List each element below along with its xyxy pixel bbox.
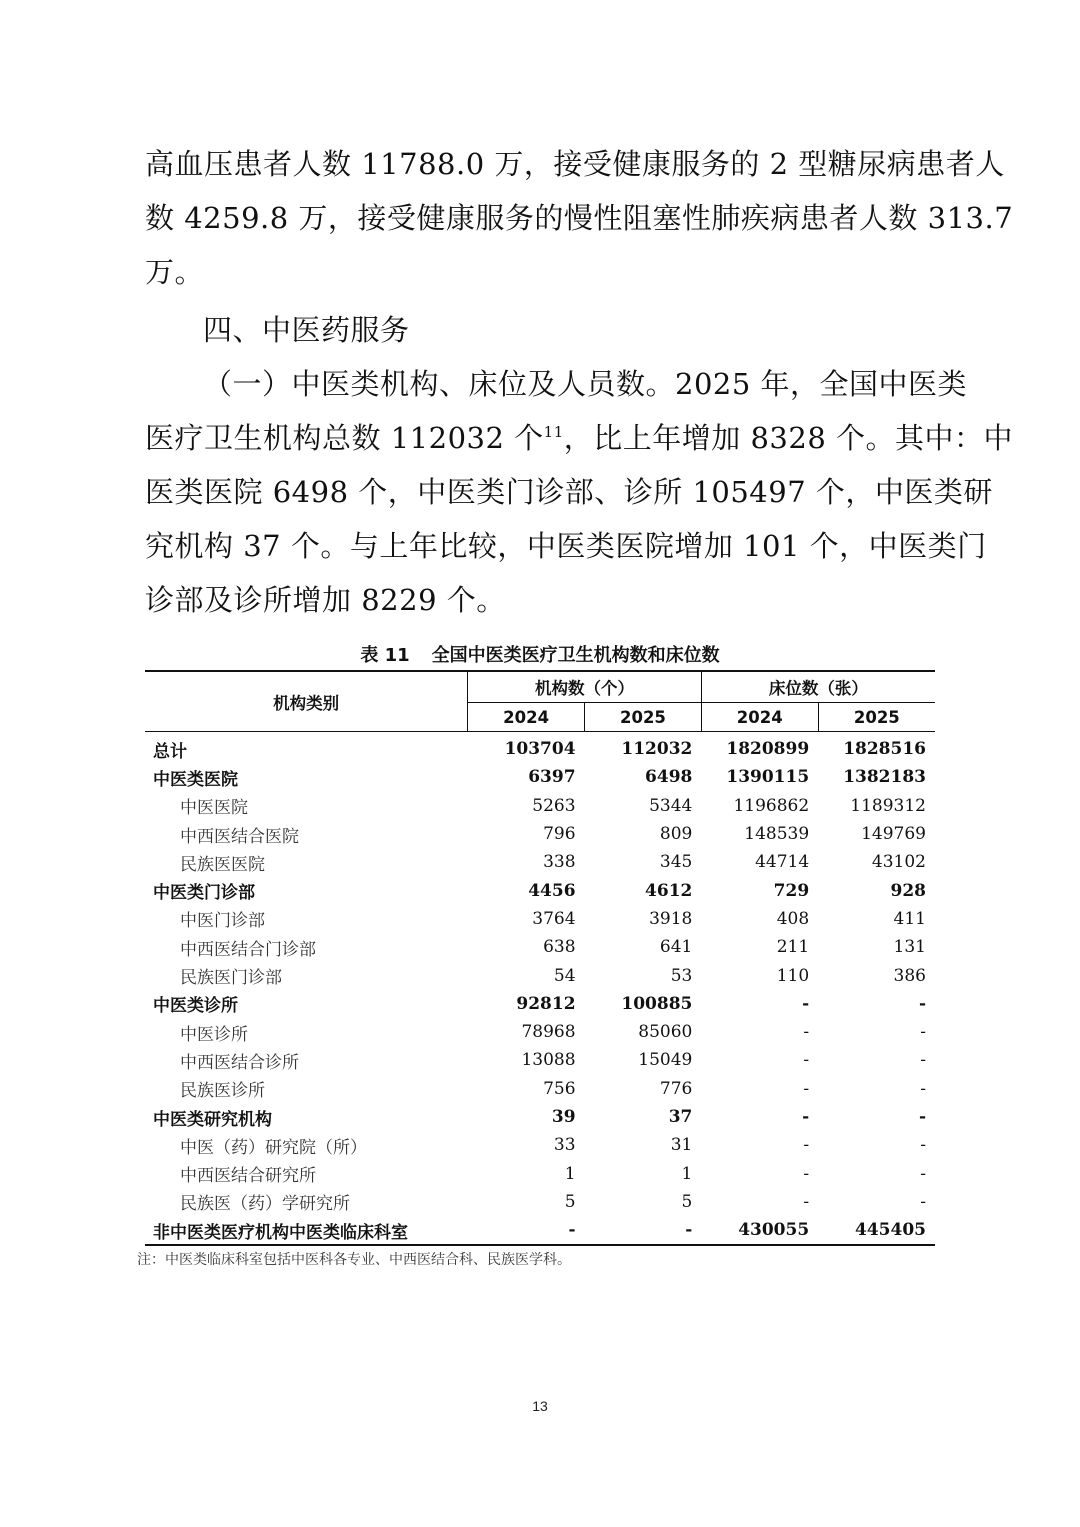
table-cell: 13088 — [521, 1050, 576, 1071]
paragraph-line: （一）中医类机构、床位及人员数。2025 年，全国中医类 — [203, 367, 968, 401]
row-label: 中医类门诊部 — [153, 883, 255, 904]
table-cell: 430055 — [701, 1216, 818, 1245]
table-cell: 1 — [564, 1163, 576, 1184]
column-header-category: 机构类别 — [145, 671, 468, 732]
table-cell: 411 — [893, 908, 926, 929]
paragraph-line — [145, 411, 1013, 465]
table-row — [145, 792, 935, 820]
paragraph-line: 万。 — [145, 255, 205, 289]
table-cell: 5 — [564, 1191, 576, 1212]
table-cell: - — [803, 1135, 810, 1156]
table-cell: 1196862 — [733, 795, 810, 816]
table-cell: - — [802, 1107, 810, 1127]
table-cell: 338 — [543, 852, 576, 873]
table-cell: 5 — [681, 1191, 693, 1212]
table-row — [145, 732, 935, 764]
row-label: 中西医结合研究所 — [180, 1166, 316, 1187]
table-row — [145, 1159, 935, 1187]
table-cell: 44714 — [755, 852, 810, 873]
table-cell: 33 — [553, 1135, 576, 1156]
table-body — [145, 732, 935, 1246]
table-row — [145, 848, 935, 876]
table-number: 表 11 — [360, 645, 410, 666]
table-row — [145, 820, 935, 848]
row-label: 中医诊所 — [180, 1024, 248, 1045]
table-cell: 39 — [551, 1107, 576, 1127]
table-cell: 15049 — [638, 1050, 693, 1071]
row-label: 中医医院 — [180, 798, 248, 819]
row-label: 非中医类医疗机构中医类临床科室 — [145, 1216, 468, 1245]
row-label: 民族医医院 — [180, 854, 265, 875]
column-header-year: 2024 — [468, 703, 585, 732]
row-label: 民族医门诊部 — [180, 968, 282, 989]
table-cell: 756 — [543, 1078, 576, 1099]
line-text: 医疗卫生机构总数 112032 个 — [145, 421, 544, 455]
table-cell: - — [918, 1107, 926, 1127]
table-cell: - — [920, 1022, 926, 1043]
table-cell: 641 — [659, 937, 693, 958]
row-label: 中西医结合门诊部 — [180, 939, 316, 960]
table-cell: 5263 — [532, 795, 576, 816]
table-cell: 1820899 — [726, 739, 810, 760]
table-cell: 809 — [659, 824, 693, 845]
footnote-marker: 11 — [543, 423, 564, 441]
table-cell: 1390115 — [726, 767, 810, 788]
table-cell: - — [920, 1191, 926, 1212]
table-cell: 3764 — [532, 908, 576, 929]
table-cell: 445405 — [818, 1216, 935, 1245]
table-cell: 776 — [659, 1078, 693, 1099]
table-row — [145, 1046, 935, 1074]
page-number: 13 — [532, 1398, 548, 1414]
table-cell: - — [920, 1078, 926, 1099]
table-cell: 131 — [893, 937, 926, 958]
table-cell: - — [920, 1135, 926, 1156]
paragraph-line: 医类医院 6498 个，中医类门诊部、诊所 105497 个，中医类研 — [145, 475, 993, 509]
table-cell: 638 — [543, 937, 576, 958]
table-note: 注：中医类临床科室包括中医科各专业、中西医结合科、民族医学科。 — [137, 1252, 571, 1268]
table-cell: - — [920, 1163, 926, 1184]
table-cell: - — [918, 993, 926, 1014]
table-cell: 211 — [776, 937, 810, 958]
row-label: 总计 — [153, 741, 187, 762]
table-row — [145, 1188, 935, 1216]
row-label: 中医类医院 — [153, 769, 238, 790]
table-row — [145, 1018, 935, 1046]
row-label: 中医类研究机构 — [153, 1109, 272, 1130]
table-cell: 37 — [668, 1107, 693, 1127]
table-cell: - — [803, 1022, 810, 1043]
table-cell: 1 — [681, 1163, 693, 1184]
column-header-year: 2025 — [818, 703, 935, 732]
paragraph-line: 数 4259.8 万，接受健康服务的慢性阻塞性肺疾病患者人数 313.7 — [145, 201, 1014, 235]
table-row — [145, 876, 935, 904]
section-heading: 四、中医药服务 — [203, 313, 410, 347]
row-label: 中医门诊部 — [180, 911, 265, 932]
column-header-year: 2025 — [585, 703, 702, 732]
table-row — [145, 1131, 935, 1159]
table-cell: 345 — [659, 852, 693, 873]
table-cell: 1828516 — [843, 739, 926, 760]
column-group-beds: 床位数（张） — [701, 671, 935, 703]
table-cell: 31 — [670, 1135, 693, 1156]
table-title — [145, 642, 935, 670]
table-cell: - — [468, 1216, 585, 1245]
table-cell: 4612 — [645, 880, 693, 901]
table-cell: 53 — [670, 965, 693, 986]
table-cell: 149769 — [861, 824, 926, 845]
table-cell: 103704 — [504, 739, 576, 760]
table-row — [145, 1103, 935, 1131]
table-cell: - — [803, 1191, 810, 1212]
table-row — [145, 933, 935, 961]
table-row — [145, 1216, 935, 1245]
table-cell: 6397 — [528, 767, 576, 788]
row-label: 中医类诊所 — [153, 996, 238, 1017]
column-header-year: 2024 — [701, 703, 818, 732]
table-cell: - — [803, 1078, 810, 1099]
paragraph-tcm-institutions — [145, 357, 1013, 627]
row-label: 民族医（药）学研究所 — [180, 1194, 350, 1215]
paragraph-line: 诊部及诊所增加 8229 个。 — [145, 583, 506, 617]
row-label: 中西医结合医院 — [180, 826, 299, 847]
table-cell: - — [585, 1216, 702, 1245]
table-cell: 6498 — [645, 767, 693, 788]
line-text: ，比上年增加 8328 个。其中：中 — [563, 421, 1013, 455]
table-cell: 78968 — [521, 1022, 576, 1043]
row-label: 中医（药）研究院（所） — [180, 1137, 367, 1158]
table-cell: 148539 — [744, 824, 810, 845]
table-cell: 85060 — [638, 1022, 693, 1043]
table-cell: 729 — [773, 880, 810, 901]
table-cell: - — [920, 1050, 926, 1071]
table-cell: - — [803, 1050, 810, 1071]
table-row — [145, 1075, 935, 1103]
row-label: 中西医结合诊所 — [180, 1052, 299, 1073]
table-cell: 100885 — [621, 993, 693, 1014]
table-cell: 408 — [776, 908, 810, 929]
row-label: 民族医诊所 — [180, 1081, 265, 1102]
table-cell: 5344 — [649, 795, 693, 816]
table-title-text: 全国中医类医疗卫生机构数和床位数 — [431, 645, 720, 666]
table-cell: 3918 — [649, 908, 693, 929]
table-cell: 4456 — [528, 880, 576, 901]
paragraph-line: 高血压患者人数 11788.0 万，接受健康服务的 2 型糖尿病患者人 — [145, 147, 1005, 181]
table-row — [145, 905, 935, 933]
table-cell: - — [802, 993, 810, 1014]
table-row — [145, 763, 935, 791]
table-cell: 796 — [543, 824, 576, 845]
table-row — [145, 961, 935, 989]
table-cell: 112032 — [621, 739, 693, 760]
paragraph-hypertension — [145, 137, 1014, 299]
table-cell: 386 — [893, 965, 926, 986]
table-cell: 54 — [553, 965, 576, 986]
data-table — [145, 670, 935, 1246]
table-cell: 1189312 — [850, 795, 926, 816]
table-cell: 92812 — [516, 993, 576, 1014]
paragraph-line: 究机构 37 个。与上年比较，中医类医院增加 101 个，中医类门 — [145, 529, 987, 563]
table-cell: 928 — [890, 880, 926, 901]
table-cell: 1382183 — [843, 767, 926, 788]
column-group-institutions: 机构数（个） — [468, 671, 702, 703]
table-cell: 43102 — [871, 852, 926, 873]
table-row — [145, 990, 935, 1018]
table-cell: - — [803, 1163, 810, 1184]
table-cell: 110 — [776, 965, 810, 986]
